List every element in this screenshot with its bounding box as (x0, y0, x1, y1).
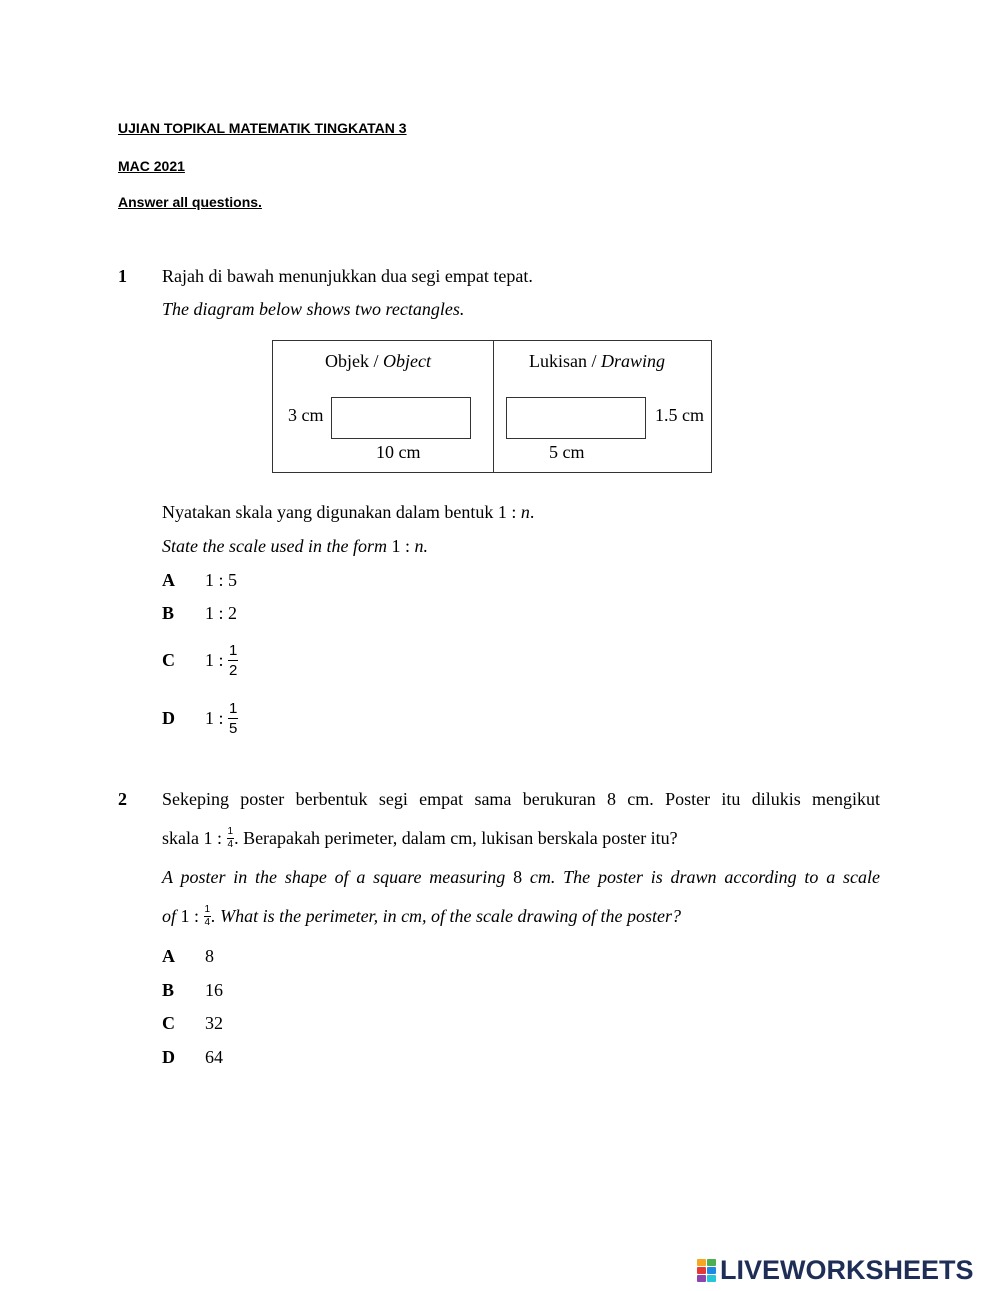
drawing-width-label: 5 cm (549, 442, 585, 462)
question-2-line2-en: of 1 : $\frac{1}{4}$ . What is the perimeter, in cm, of the scale drawing of the poster? (162, 903, 682, 928)
object-height-label: 3 cm (288, 405, 324, 425)
q1-option-d-letter: D (162, 708, 175, 728)
rectangles-diagram (272, 340, 712, 473)
question-2-number: 2 (118, 789, 127, 809)
q1-option-d-value: 1 : $\frac{1}{5}$ (205, 699, 238, 737)
logo-block-extra2 (707, 1275, 716, 1282)
logo-block-extra1 (697, 1275, 706, 1282)
object-label: Objek / Object (325, 351, 431, 371)
q1-option-a-value: 1 : 5 (205, 570, 238, 590)
fraction-one-quarter-en: $\frac{1}{4}$ (204, 903, 211, 928)
exam-date: MAC 2021 (118, 158, 185, 174)
question-1-text-ms: Rajah di bawah menunjukkan dua segi empat tepat. (162, 266, 533, 286)
fraction-one-fifth: $\frac{1}{5}$ (229, 699, 238, 737)
diagram-divider (493, 341, 494, 472)
drawing-height-label: 1.5 cm (655, 405, 704, 425)
q2-option-b-value: 16 (205, 980, 223, 1000)
q1-option-a-letter: A (162, 570, 175, 590)
question-2-line1-en: A poster in the shape of a square measuring 8 cm. The poster is drawn according to a scale (162, 867, 880, 887)
q1-option-c-letter: C (162, 650, 175, 670)
fraction-one-quarter: $\frac{1}{4}$ (227, 825, 234, 850)
liveworksheets-logo (697, 1255, 974, 1286)
logo-block-l (697, 1259, 706, 1266)
q1-option-b-value: 1 : 2 (205, 603, 238, 623)
fraction-one-half: $\frac{1}{2}$ (229, 641, 238, 679)
q2-option-b-letter: B (162, 980, 175, 1000)
q1-option-c-value: 1 : $\frac{1}{2}$ (205, 641, 238, 679)
logo-block-i (707, 1259, 716, 1266)
question-1-prompt-en: State the scale used in the form 1 : n. (162, 536, 428, 556)
question-1-prompt-ms: Nyatakan skala yang digunakan dalam bentuk 1 : n. (162, 502, 535, 522)
q1-option-b-letter: B (162, 603, 175, 623)
logo-block-v (697, 1267, 706, 1274)
logo-block-e (707, 1267, 716, 1274)
q2-option-a-value: 8 (205, 946, 214, 966)
object-width-label: 10 cm (376, 442, 421, 462)
logo-blocks-icon (697, 1259, 716, 1282)
q2-option-d-letter: D (162, 1047, 175, 1067)
drawing-rectangle (506, 397, 646, 439)
question-1-number: 1 (118, 266, 127, 286)
drawing-label: Lukisan / Drawing (529, 351, 666, 371)
question-1-text-en: The diagram below shows two rectangles. (162, 299, 465, 319)
question-2-line1-ms: Sekeping poster berbentuk segi empat sama berukuran 8 cm. Poster itu dilukis mengikut (162, 789, 880, 809)
object-rectangle (331, 397, 471, 439)
logo-text: LIVEWORKSHEETS (720, 1255, 974, 1285)
exam-title: UJIAN TOPIKAL MATEMATIK TINGKATAN 3 (118, 120, 407, 136)
q2-option-a-letter: A (162, 946, 175, 966)
q2-option-c-letter: C (162, 1013, 175, 1033)
q2-option-c-value: 32 (205, 1013, 223, 1033)
question-2-line2-ms: skala 1 : $\frac{1}{4}$ . Berapakah perimeter, dalam cm, lukisan berskala poster itu? (162, 825, 678, 850)
q2-option-d-value: 64 (205, 1047, 223, 1067)
instruction: Answer all questions. (118, 194, 262, 210)
